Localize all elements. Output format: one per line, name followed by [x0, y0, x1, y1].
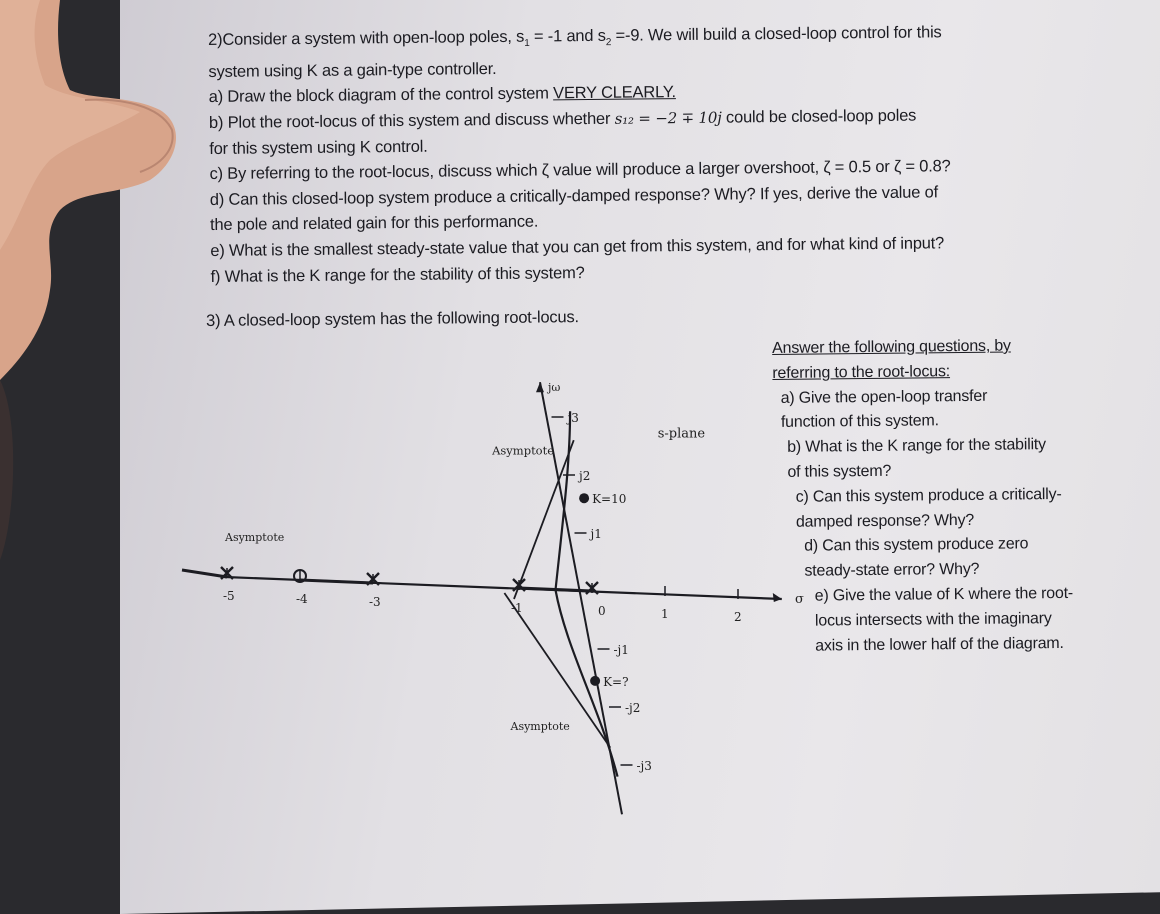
- section-3-line: function of this system.: [780, 412, 939, 432]
- asymptote-upper: [514, 440, 574, 599]
- section-3-line: Answer the following questions, by: [772, 337, 1011, 357]
- intro-text-a: 2)Consider a system with open-loop poles, s: [208, 27, 525, 49]
- question-2c: c) By referring to the root-locus, discuss which ζ value will produce a larger overshoot, ζ = 0.5 or ζ = 0.8?: [209, 157, 951, 184]
- section-3-line: b) What is the K range for the stability: [787, 436, 1047, 457]
- root-locus-diagram: [220, 335, 804, 835]
- section-3-line: d) Can this system produce zero: [804, 535, 1029, 556]
- section-3-line: axis in the lower half of the diagram.: [815, 634, 1064, 655]
- locus-branch-zero: [300, 580, 373, 583]
- imaginary-tick-label: -j2: [625, 701, 641, 715]
- question-2d: d) Can this closed-loop system produce a critically-damped response? Why? If yes, derive the value of: [209, 183, 939, 209]
- real-tick-label: -3: [369, 595, 381, 609]
- section-3-questions: [772, 334, 1074, 659]
- section-3-line: e) Give the value of K where the root-: [814, 584, 1074, 605]
- intro-text-b: = -1 and s: [529, 26, 606, 46]
- asymptote-label-upper: Asymptote: [492, 443, 555, 458]
- question-2b-math: s₁₂ = −2 ∓ 10j: [614, 108, 722, 128]
- imaginary-axis-label: jω: [548, 381, 561, 395]
- section-3-line: c) Can this system produce a critically-: [795, 485, 1062, 506]
- imaginary-tick-label: -j1: [613, 643, 629, 657]
- intro-text-c: =-9. We will build a closed-loop control for this: [611, 23, 942, 45]
- question-2a-emphasis: VERY CLEARLY.: [553, 83, 676, 103]
- section-3-title: 3) A closed-loop system has the following root-locus.: [206, 308, 579, 330]
- section-3-line: damped response? Why?: [795, 511, 975, 531]
- question-2e: e) What is the smallest steady-state value that you can get from this system, and for what kind of input?: [210, 234, 945, 261]
- asymptote-label-left: Asymptote: [225, 531, 285, 544]
- question-2f: f) What is the K range for the stability of this system?: [210, 263, 585, 286]
- section-3-line: locus intersects with the imaginary: [814, 609, 1052, 630]
- imaginary-tick-label: j2: [579, 469, 591, 483]
- real-tick-label: 1: [661, 607, 669, 621]
- intro-sub-1: 1: [524, 37, 530, 49]
- thumb-image: [0, 0, 240, 914]
- gain-point-label: K=?: [603, 674, 629, 689]
- plane-label: s-plane: [657, 426, 706, 442]
- real-tick-label: -1: [511, 601, 523, 615]
- real-axis-arrow: [773, 593, 782, 602]
- real-axis-label: σ: [794, 592, 804, 607]
- section-3-line: of this system?: [787, 462, 892, 481]
- imaginary-axis-arrow: [536, 382, 544, 392]
- gain-point-label: K=10: [592, 492, 627, 507]
- question-2a-text: a) Draw the block diagram of the control system: [208, 84, 554, 107]
- section-3-line: referring to the root-locus:: [772, 362, 951, 382]
- gain-point-marker: [590, 676, 600, 686]
- imaginary-tick-label: j1: [590, 527, 602, 541]
- real-tick-label: 2: [734, 610, 742, 624]
- question-2b-line2: for this system using K control.: [209, 137, 428, 158]
- section-3-line: a) Give the open-loop transfer: [780, 387, 988, 407]
- real-tick-label: 0: [598, 604, 606, 618]
- question-2b-text: b) Plot the root-locus of this system and discuss whether: [208, 109, 615, 133]
- question-2d-line2: the pole and related gain for this performance.: [209, 213, 539, 235]
- imaginary-tick-label: j3: [567, 411, 579, 425]
- section-3-line: steady-state error? Why?: [804, 561, 980, 580]
- intro-sub-2: 2: [605, 37, 612, 49]
- asymptote-label-lower: Asymptote: [510, 720, 570, 734]
- real-tick-label: -5: [223, 589, 235, 603]
- question-2b-suffix: could be closed-loop poles: [721, 106, 917, 127]
- imaginary-tick-label: -j3: [636, 759, 652, 773]
- section-2-intro-line2: system using K as a gain-type controller.: [208, 59, 497, 81]
- section-2: [208, 20, 952, 290]
- real-tick-label: -4: [296, 592, 308, 606]
- gain-point-marker: [579, 493, 589, 503]
